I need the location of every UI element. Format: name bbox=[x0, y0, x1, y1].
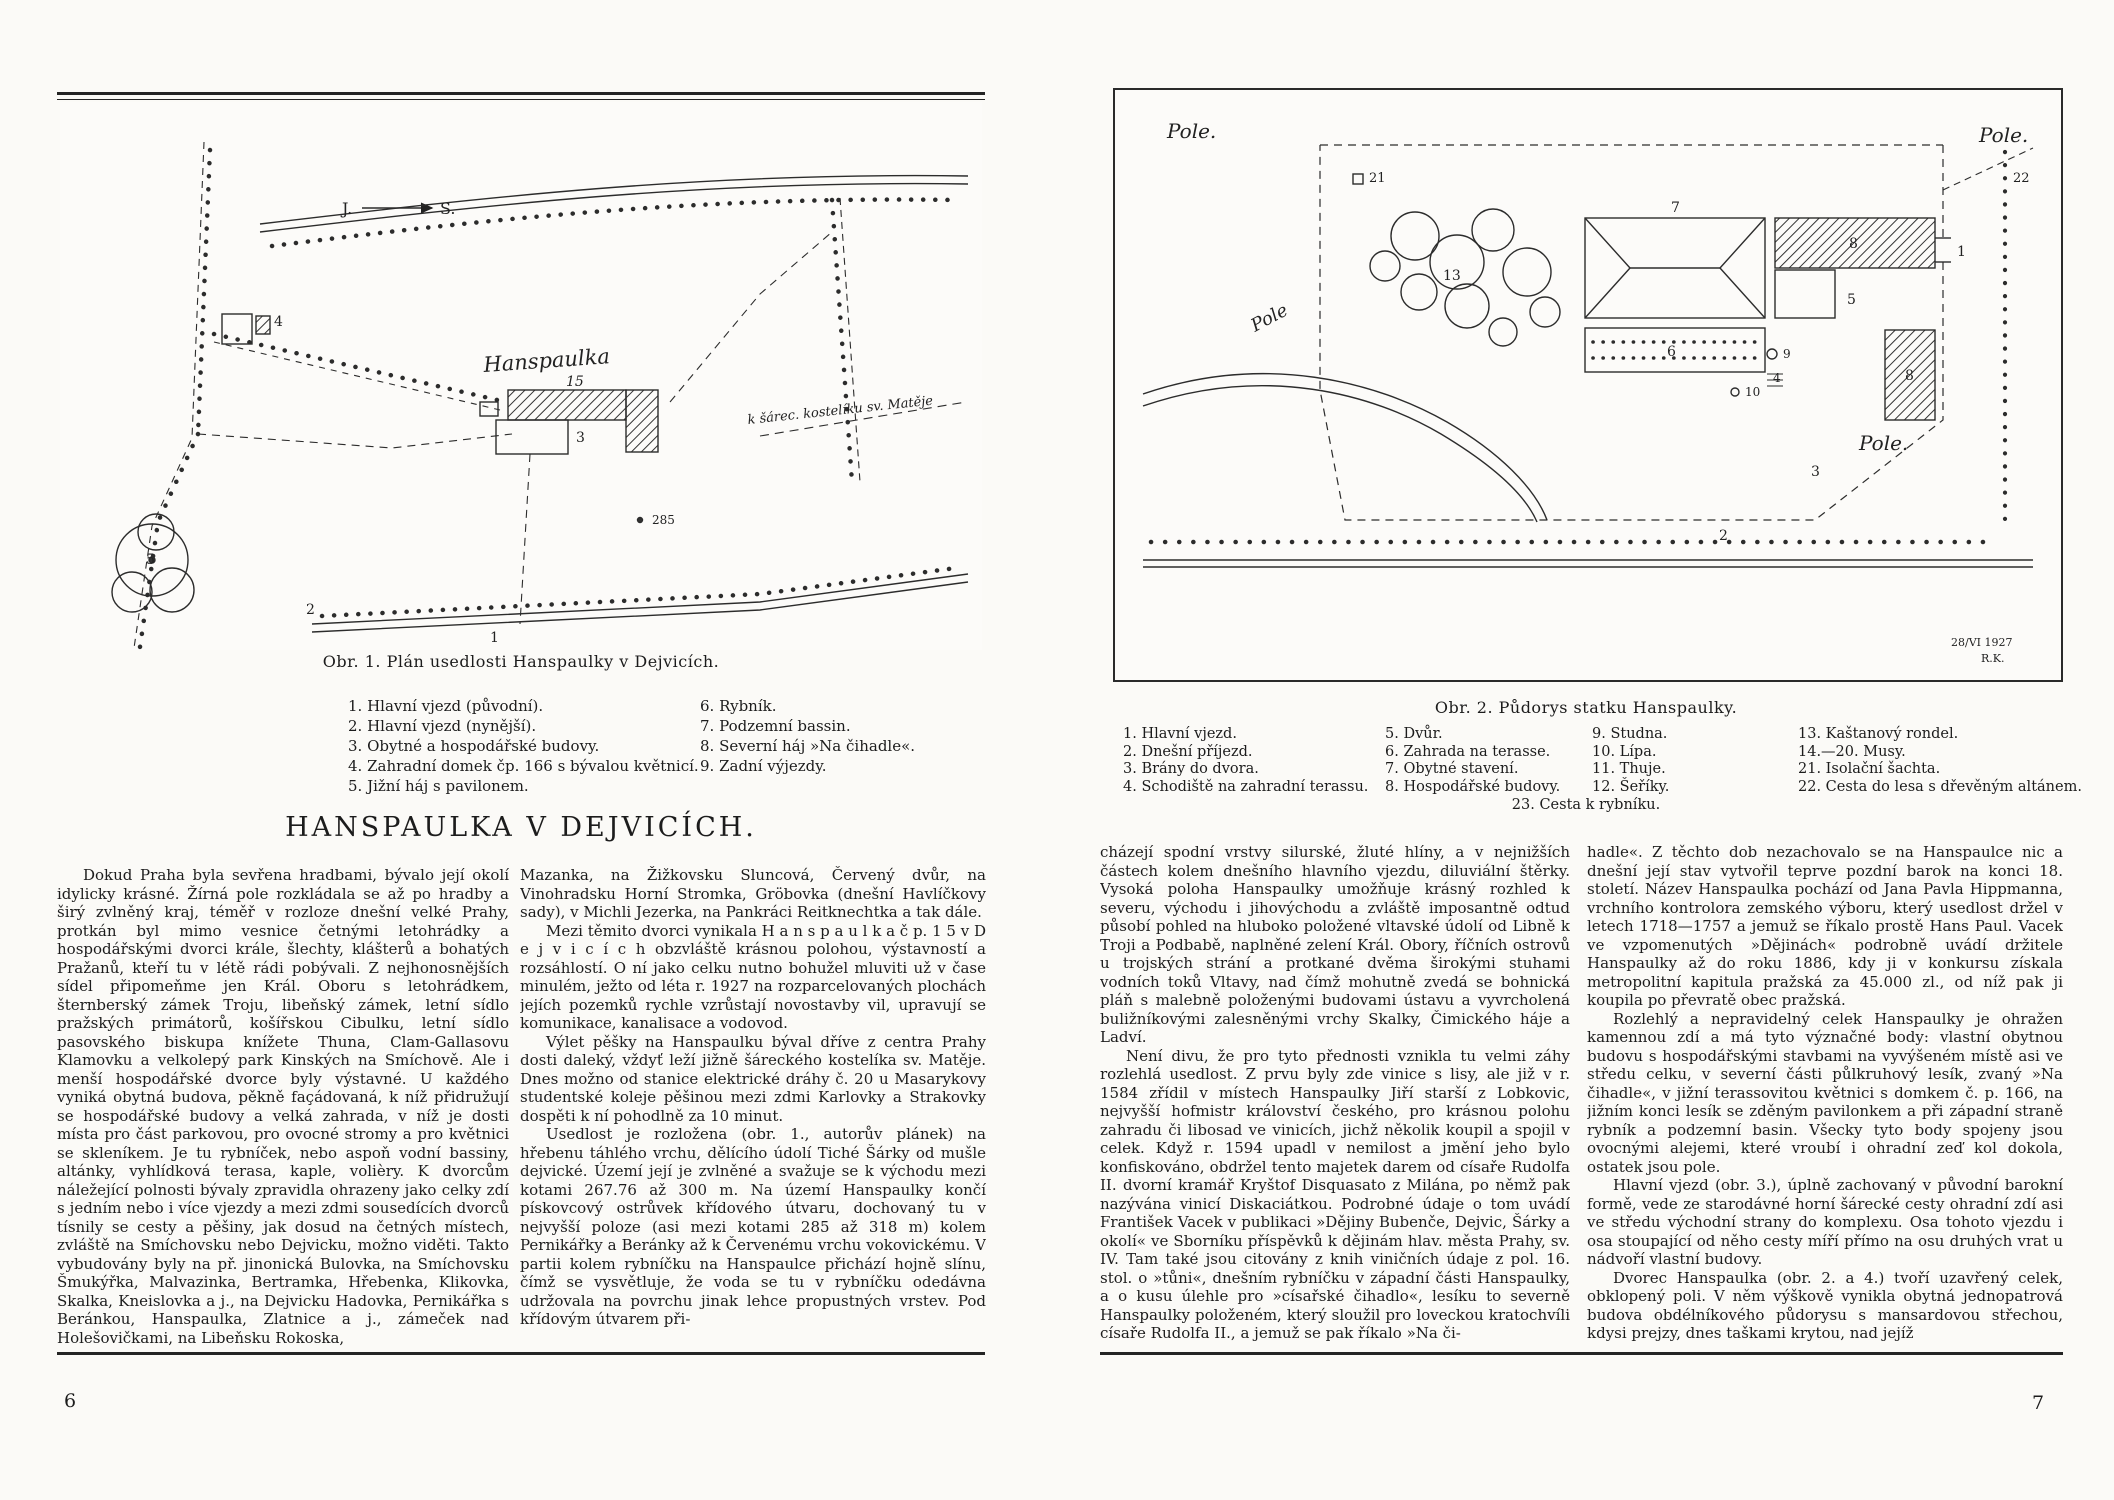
fig2-pole-top-left: Pole. bbox=[1167, 119, 1217, 143]
figure-1-plan-drawing bbox=[60, 102, 982, 650]
figure-2-caption: Obr. 2. Půdorys statku Hanspaulky. bbox=[1434, 698, 1738, 717]
fig1-label-1: 1 bbox=[490, 630, 499, 646]
body-paragraph: hadle«. Z těchto dob nezachovalo se na Hanspaulce nic a dnešní její stav vytvořil teprve pozdní barok na konci 18. století. Název Hanspaulka pochází od Jana Pavla Hippmanna, vrchního kontrolora zemského výboru, který usedlost držel v letech 1718—1757 a jemuž se říkalo prostě Hans Paul. Vacek ve vzpomenutých »Dějinách« podrobně uvádí držitele Hanspaulky až do roku 1886, kdy ji v konkursu získala metropolitní kapitula pražská za 45.000 zl., od níž pak ji koupila po převratě obec pražská. bbox=[1587, 843, 2063, 1009]
right-page-bottom-rule bbox=[1100, 1352, 2063, 1355]
fig2-pole-road: Pole bbox=[1247, 299, 1292, 337]
fig2-legend-item: 5. Dvůr. bbox=[1385, 726, 1443, 742]
fig1-label-2: 2 bbox=[306, 602, 315, 618]
fig2-signature-date: 28/VI 1927 bbox=[1951, 636, 2013, 649]
body-paragraph: Dokud Praha byla sevřena hradbami, bývalo její okolí idylicky krásné. Žírná pole rozkládala se až po hradby a širý zvlněný kraj, téměř v rozloze dnešní velké Prahy, protkán byl mimo vesnice četnými letohrádky a hospodářskými dvorci krále, šlechty, klášterů a bohatých Pražanů, kteří tu v létě rádi pobývali. Z nejhonosnějších sídel připomeňme jen Král. Oboru s letohrádkem, šternberský zámek Troju, libeňský zámek, letní sídlo pražských primátorů, košířskou Cibulku, letní sídlo pasovského biskupa knížete Thuna, Clam-Gallasovu Klamovku a velkolepý park Kinských na Smíchově. Ale i menší hospodářské dvorce byly výstavné. U každého vyniká obytná budova, pěkně façádovaná, k níž přidružují se hospodářské budovy a velká zahrada, v níž je dosti místa pro část parkovou, pro ovocné stromy a pro květnici se skleníkem. Je tu rybníček, nebo aspoň vodní bassiny, altánky, vyhlídková terasa, kaple, volièry. K dvorcům náležející polnosti bývaly zpravidla ohrazeny jako celky zdí s jedním nebo i více vjezdy a mezi zdmi sousedících dvorců tísnily se cesty a pěšiny, jak dosud na četných místech, zvláště na Smíchovsku nebo Dejvicku, možno viděti. Takto vybudovány byly na př. jinonická Bulovka, na Smíchovsku Šmukýřka, Malvazinka, Bertramka, Hřebenka, Klikovka, Skalka, Kneislovka a j., na Dejvicku Hadovka, Pernikářka s Beránkou, Hanspaulka, Zlatnice a j., zámeček nad Holešovičkami, na Libeňsku Rokoska, bbox=[57, 866, 509, 1347]
fig2-legend-item: 12. Šeříky. bbox=[1592, 778, 1670, 795]
fig2-legend-item: 10. Lípa. bbox=[1592, 743, 1657, 760]
fig1-label-3: 3 bbox=[576, 430, 585, 446]
figure-2-legend-col2 bbox=[1385, 726, 1560, 796]
fig2-signature-initials: R.K. bbox=[1981, 652, 2005, 665]
fig1-label-4: 4 bbox=[274, 314, 283, 330]
figure-2-svg bbox=[1115, 90, 2061, 680]
fig2-legend-item: 9. Studna. bbox=[1592, 726, 1668, 742]
fig1-legend-item: 9. Zadní výjezdy. bbox=[700, 757, 827, 775]
fig2-label-8b: 8 bbox=[1905, 368, 1914, 384]
fig2-legend-item: 1. Hlavní vjezd. bbox=[1123, 726, 1237, 742]
figure-2-legend-col4 bbox=[1798, 726, 2082, 796]
body-paragraph: Usedlost je rozložena (obr. 1., autorův plánek) na hřebenu táhlého vrchu, dělícího údolí Tiché Šárky od mušle dejvické. Území její je zvlněné a svažuje se k východu mezi kotami 267.76 až 300 m. Na území Hanspaulky končí pískovcový ostrůvek křídového útvaru, dochovaný tu v nejvyšší poloze (asi mezi kotami 285 až 318 m) kolem Pernikářky a Beránky až k Červenému vrchu vokovickému. V partii kolem rybníčku na Hanspaulce přichází hojně slínu, čímž se vysvětluje, že voda se tu v rybníčku odedávna udržovala na povrchu jinak lehce propustných vrstev. Pod křídovým útvarem při- bbox=[520, 1125, 986, 1328]
fig2-legend-item: 4. Schodiště na zahradní terassu. bbox=[1123, 778, 1369, 795]
right-page-column-1 bbox=[1100, 843, 1570, 1352]
fig2-legend-item: 22. Cesta do lesa s dřevěným altánem. bbox=[1798, 778, 2082, 795]
body-paragraph: Mazanka, na Žižkovsku Sluncová, Červený dvůr, na Vinohradsku Horní Stromka, Gröbovka (dnešní Havlíčkovy sady), v Michli Jezerka, na Pankráci Reitknechtka a tak dále. bbox=[520, 866, 986, 921]
left-page-column-1 bbox=[57, 866, 509, 1352]
article-title: HANSPAULKA V DEJVICÍCH. bbox=[285, 812, 757, 843]
body-paragraph: Hlavní vjezd (obr. 3.), úplně zachovaný v původní barokní formě, vede ze starodávné horní šárecké cesty ohradní zdí asi ve středu východní strany do komplexu. Osa tohoto vjezdu i osa stoupající od něho cesty míří přímo na osu druhých vrat u nádvoří vlastní budovy. bbox=[1587, 1176, 2063, 1268]
figure-2-legend-col1 bbox=[1123, 726, 1368, 796]
fig1-compass-south: J. bbox=[342, 199, 353, 218]
fig1-legend-item: 8. Severní háj »Na čihadle«. bbox=[700, 737, 916, 755]
fig1-compass-north: S. bbox=[440, 199, 456, 218]
fig2-legend-item: 3. Brány do dvora. bbox=[1123, 761, 1259, 777]
left-page-top-rule bbox=[57, 92, 985, 100]
fig1-legend-item: 6. Rybník. bbox=[700, 697, 777, 715]
left-page-bottom-rule bbox=[57, 1352, 985, 1355]
fig2-label-8a: 8 bbox=[1849, 236, 1858, 252]
body-paragraph: Výlet pěšky na Hanspaulku býval dříve z centra Prahy dosti daleký, vždyť leží jižně šáreckého kostelíka sv. Matěje. Dnes možno od stanice elektrické dráhy č. 20 u Masarykovy studentské koleje pěšinou mezi zdmi Karlovky a Strakovky dospěti k ní pohodlně za 10 minut. bbox=[520, 1032, 986, 1125]
body-paragraph: Rozlehlý a nepravidelný celek Hanspaulky je ohražen kamennou zdí a má tyto význačné body: vlastní obytnou budovu s hospodářskými stavbami na vyvýšeném místě asi ve středu celku, v severní části půlkruhový lesík, zvaný »Na čihadle«, v jižní terassovitou květnici s domkem č. p. 166, na jižním konci lesík se zděným pavilonkem a při západní straně rybník a podzemní basin. Všecky tyto body spojeny jsou ovocnými alejemi, které vroubí i ohradní zeď kol dokola, ostatek jsou pole. bbox=[1587, 1009, 2063, 1176]
fig2-label-9: 9 bbox=[1783, 347, 1791, 361]
body-paragraph: Není divu, že pro tyto přednosti vznikla tu velmi záhy rozlehlá usedlost. Z prvu byly zde vinice s lisy, ale již v r. 1584 zřídil v místech Hanspaulky Jiří starší z Lobkovic, nejvyšší hofmistr království českého, pro krásnou polohu zahradu či libosad ve vinicích, jichž několik koupil a spojil v celek. Když r. 1594 upadl v nemilost a jmění jeho bylo konfiskováno, obdržel tento majetek darem od císaře Rudolfa II. dvorní kramář Kryštof Disquasato z Milána, po němž pak nazývána vinicí Diskaciátkou. Podrobné údaje o tom uvádí František Vacek v publikaci »Dějiny Bubenče, Dejvic, Šárky a okolí« ve Sborníku příspěvků k dějinám hlav. města Prahy, sv. IV. Tam také jsou citovány z knih viničních údaje z pol. 16. stol. o »tůni«, dnešním rybníčku v západní části Hanspaulky, a o kusu úlehle pro »císařské čihadlo«, lesíku to severně Hanspaulky položeném, který sloužil pro loveckou kratochvíli císaře Rudolfa II., a jemuž se pak říkalo »Na či- bbox=[1100, 1046, 1570, 1342]
fig2-label-3: 3 bbox=[1811, 464, 1820, 480]
fig1-note-kostelik: k šárec. kostelíku sv. Matěje bbox=[746, 393, 934, 428]
fig1-legend-item: 4. Zahradní domek čp. 166 s bývalou květnicí. bbox=[348, 757, 699, 775]
fig2-label-22: 22 bbox=[2013, 171, 2030, 186]
fig1-spot-height: 285 bbox=[652, 513, 675, 527]
body-paragraph: cházejí spodní vrstvy silurské, žluté hlíny, a v nejnižších částech kolem dnešního hlavního vjezdu, diluviální štěrky. Vysoká poloha Hanspaulky umožňuje krásný rozhled k severu, východu i jihovýchodu a zvláště imposantně odtud působí pohled na hluboko položené vltavské údolí od Libně k Troji a Podbabě, naplněné zelení Král. Obory, říčních ostrovů u trojských strání a protkané dvěma širokými stuhami vodních toků Vltavy, nad čímž mohutně zvedá se bohnická pláň s malebně položenými budovami ústavu a vyvrcholená buližníkovými zalesněnými vrchy Skalky, Čimického háje a Ladví. bbox=[1100, 843, 1570, 1046]
left-page-number: 6 bbox=[64, 1390, 77, 1412]
body-paragraph: Dvorec Hanspaulka (obr. 2. a 4.) tvoří uzavřený celek, obklopený poli. V něm výškově vynikla obytná jednopatrová budova obdélníkového půdorysu s mansardovou střechou, kdysi prejzy, dnes taškami krytou, nad jejíž bbox=[1587, 1268, 2063, 1342]
body-paragraph: Mezi těmito dvorci vynikala H a n s p a u l k a č p. 1 5 v D e j v i c í c h obzvláště krásnou polohou, výstavností a rozsáhlostí. O ní jako celku nutno bohužel mluviti už v čase minulém, ježto od léta r. 1927 na rozparcelovaných plochách jejích pozemků rychle vzrůstají novostavby vil, upravují se komunikace, kanalisace a vodovod. bbox=[520, 921, 986, 1032]
figure-2-plan-drawing bbox=[1113, 88, 2063, 682]
fig2-legend-item: 11. Thuje. bbox=[1592, 761, 1666, 777]
fig2-label-4: 4 bbox=[1773, 371, 1781, 385]
fig1-legend-item: 7. Podzemní bassin. bbox=[700, 717, 851, 735]
fig1-legend-item: 1. Hlavní vjezd (původní). bbox=[348, 697, 544, 715]
fig2-legend-item: 6. Zahrada na terasse. bbox=[1385, 743, 1551, 760]
fig1-legend-item: 3. Obytné a hospodářské budovy. bbox=[348, 737, 600, 755]
figure-1-svg bbox=[60, 102, 982, 650]
fig2-label-6: 6 bbox=[1667, 344, 1676, 360]
fig2-label-21: 21 bbox=[1369, 171, 1386, 186]
fig2-legend-item: 14.—20. Musy. bbox=[1798, 743, 1906, 760]
fig2-label-7: 7 bbox=[1671, 200, 1680, 216]
fig2-pole-top-right: Pole. bbox=[1979, 123, 2029, 147]
fig2-label-13: 13 bbox=[1443, 268, 1461, 284]
figure-1-legend-col2 bbox=[700, 696, 915, 776]
fig1-estate-number-label: 15 bbox=[566, 374, 584, 390]
fig2-label-1: 1 bbox=[1957, 244, 1966, 260]
fig2-legend-item: 8. Hospodářské budovy. bbox=[1385, 778, 1561, 795]
right-page-column-2 bbox=[1587, 843, 2063, 1352]
figure-2-legend-col3 bbox=[1592, 726, 1669, 796]
fig2-legend-item: 13. Kaštanový rondel. bbox=[1798, 726, 1959, 742]
figure-2-legend-footer: 23. Cesta k rybníku. bbox=[1511, 797, 1661, 813]
fig1-legend-item: 2. Hlavní vjezd (nynější). bbox=[348, 717, 537, 735]
right-page-number: 7 bbox=[2032, 1392, 2045, 1414]
fig2-legend-item: 7. Obytné stavení. bbox=[1385, 761, 1519, 777]
fig2-legend-item: 21. Isolační šachta. bbox=[1798, 761, 1941, 777]
fig1-estate-name-label: Hanspaulka bbox=[482, 344, 611, 377]
fig1-legend-item: 5. Jižní háj s pavilonem. bbox=[348, 777, 529, 795]
fig2-label-5: 5 bbox=[1847, 292, 1856, 308]
figure-1-caption: Obr. 1. Plán usedlosti Hanspaulky v Dejvicích. bbox=[322, 652, 720, 671]
left-page-column-2 bbox=[520, 866, 986, 1352]
fig2-legend-item: 2. Dnešní příjezd. bbox=[1123, 743, 1253, 760]
fig1-label-5: 5 bbox=[146, 552, 155, 568]
figure-1-legend-col1 bbox=[348, 696, 699, 796]
fig2-label-10: 10 bbox=[1745, 385, 1761, 399]
fig2-label-2: 2 bbox=[1719, 528, 1728, 544]
fig2-pole-bottom: Pole. bbox=[1859, 431, 1909, 455]
